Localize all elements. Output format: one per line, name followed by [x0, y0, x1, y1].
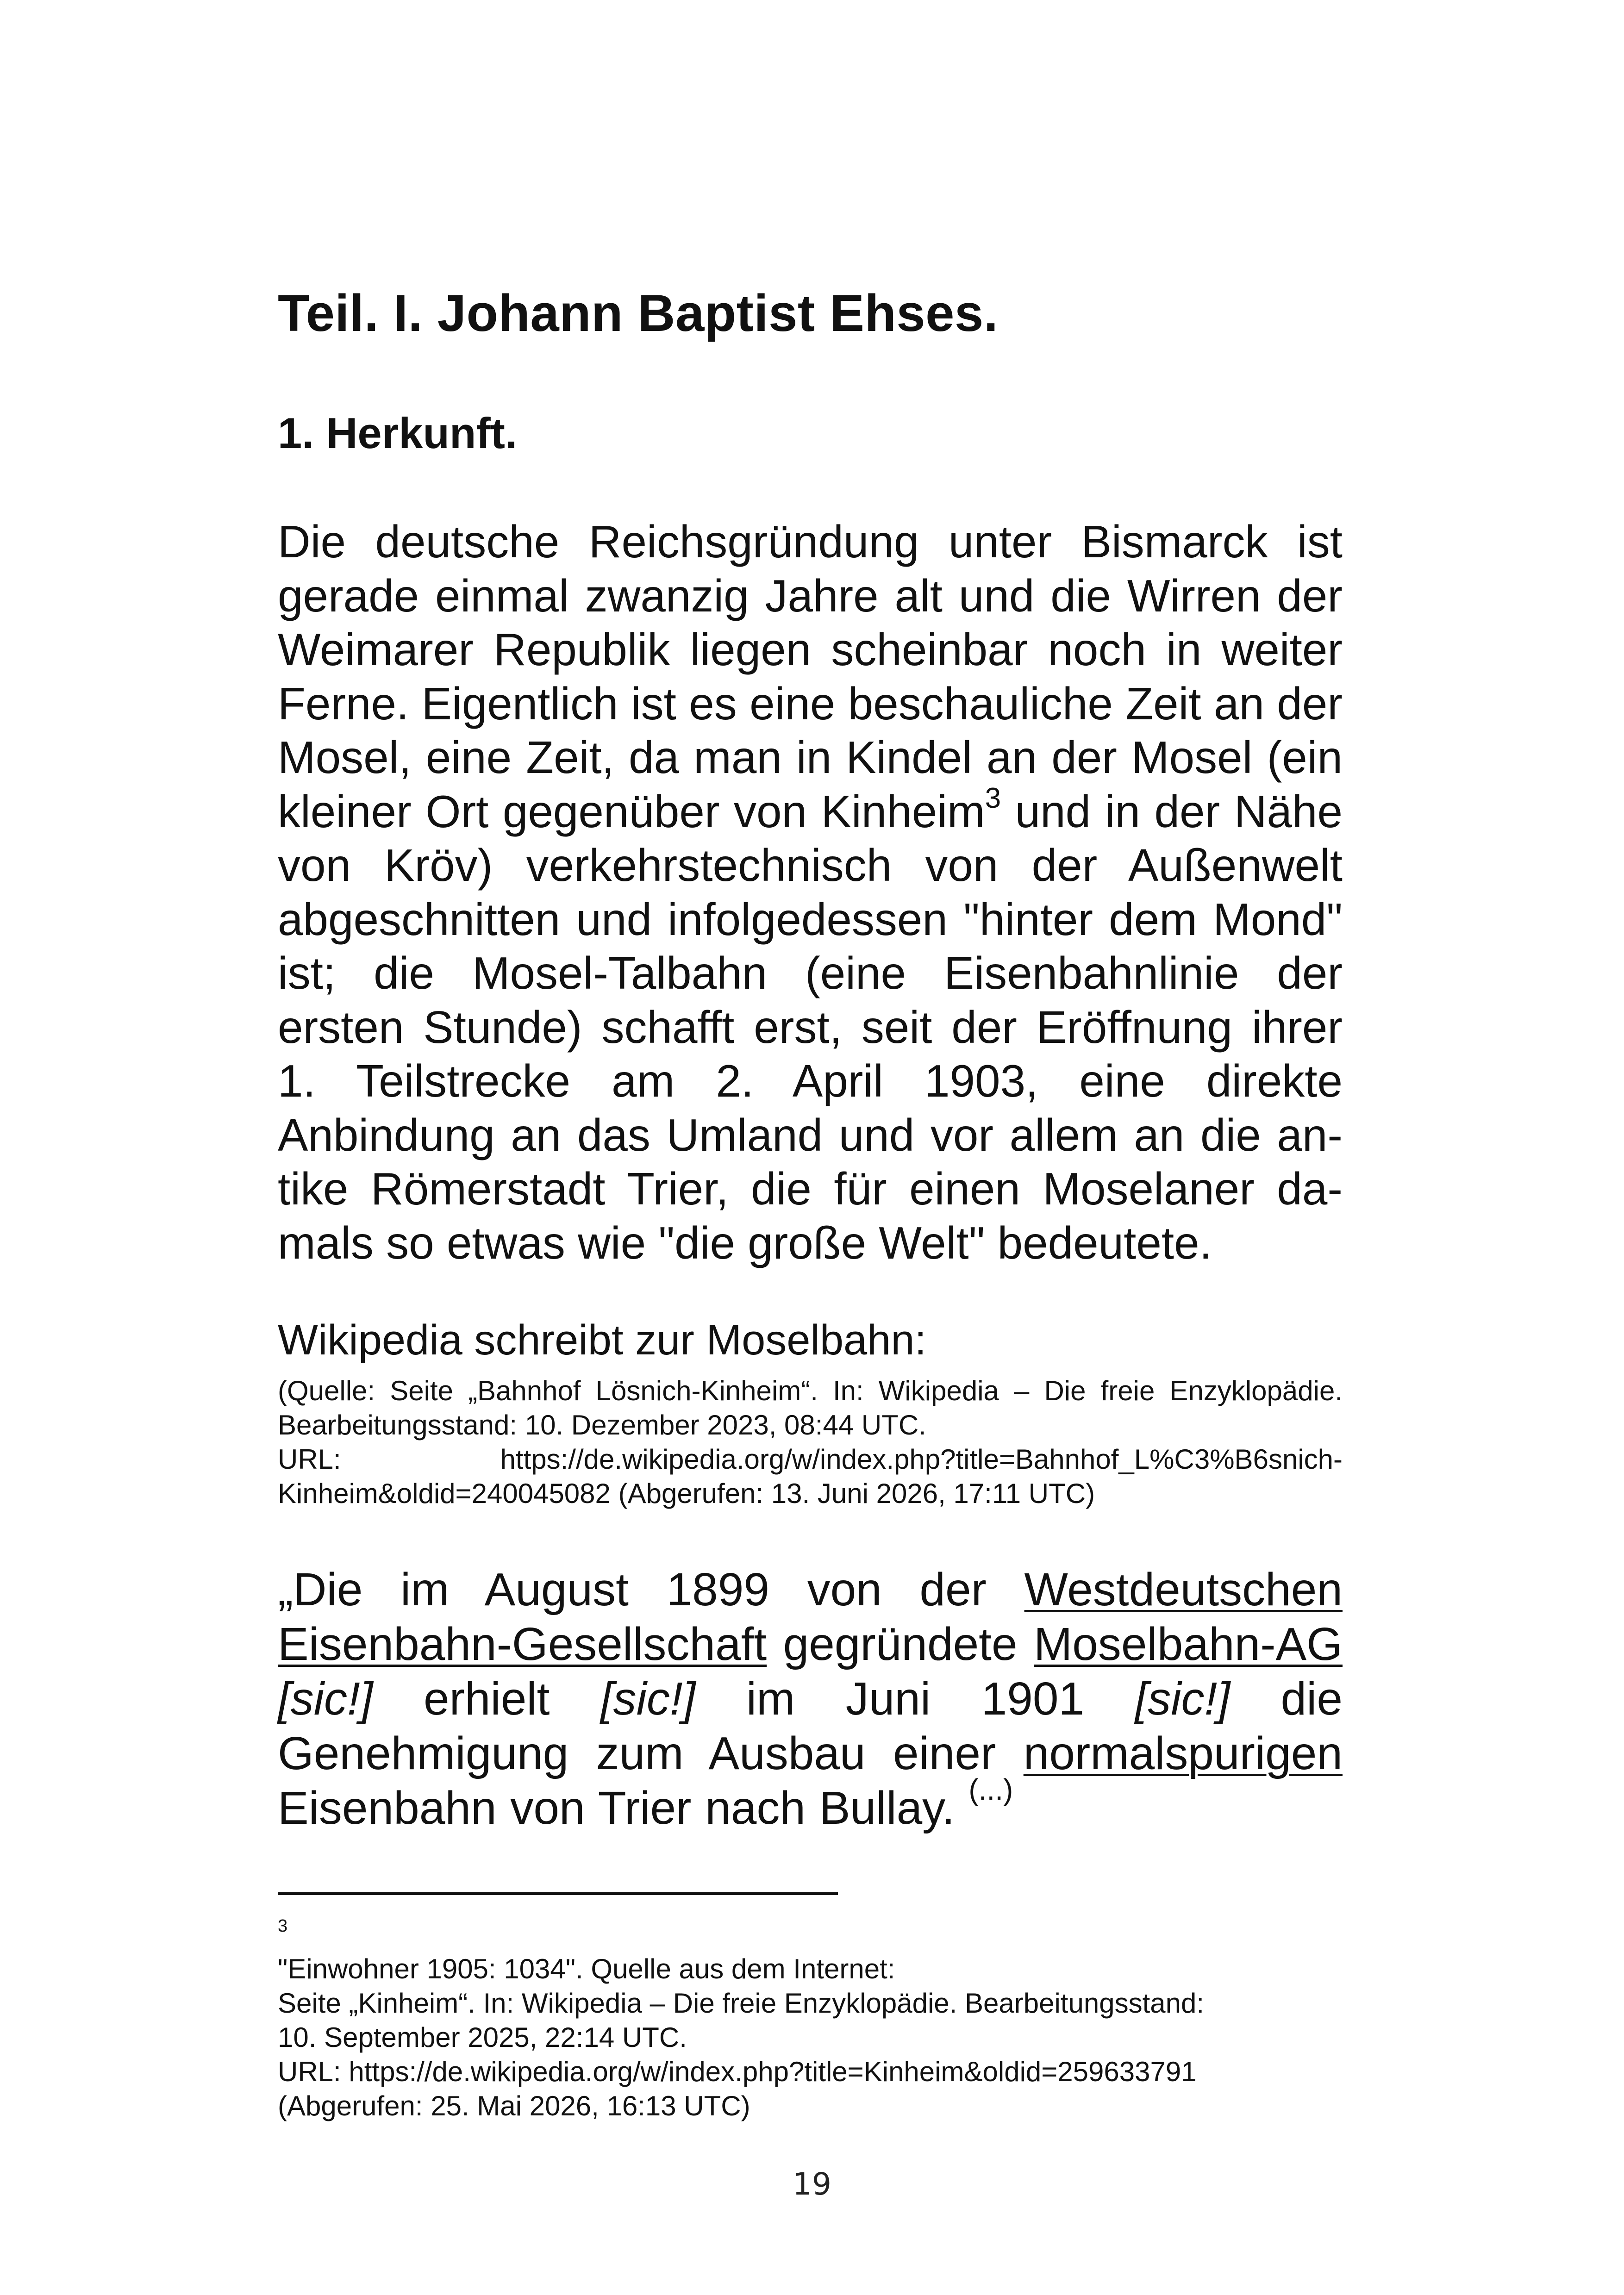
footnote [278, 1912, 1343, 2123]
quote-text: im Juni 1901 [695, 1673, 1135, 1725]
section-title: 1. Herkunft. [278, 409, 518, 457]
wikipedia-quote [278, 1562, 1343, 1835]
source-citation-line: (Quelle: Seite „Bahnhof Lösnich-Kinheim“. In: Wikipedia – Die freie Enzyklopädie. Bearbeitungsstand: 10. Dezember 2023, 08:44 UTC. [278, 1375, 1343, 1441]
source-citation [278, 1374, 1343, 1511]
body-text-part2: und in der Nähe von Kröv) verkehrstechnisch von der Außenwelt abgeschnitten und infolgedessen "hinter dem Mond" ist; die Mosel-Talbahn (eine Eisenbahnlinie der ersten Stunde) schafft erst, seit der Eröffnung ihrer 1. Teilstrecke am 2. April 1903, eine direkte Anbindung an das Umland und vor allem an die antike Römerstadt Trier, die für einen Moselaner damals so etwas wie "die große Welt" bedeutete. [278, 786, 1343, 1268]
body-text-part1: Die deutsche Reichsgründung unter Bismarck ist gerade einmal zwanzig Jahre alt und die Wirren der Weimarer Republik liegen scheinbar noch in weiter Ferne. Eigentlich ist es eine beschauliche Zeit an der Mosel, eine Zeit, da man in Kindel an der Mosel (ein kleiner Ort gegenüber von Kinheim [278, 516, 1343, 837]
footnote-text: "Einwohner 1905: 1034". Quelle aus dem Internet: [278, 1953, 895, 1984]
quote-text: „Die im August 1899 von der [278, 1564, 1024, 1615]
footnote-line: Seite „Kinheim“. In: Wikipedia – Die freie Enzyklopädie. Bearbeitungsstand: [278, 1988, 1205, 2019]
page-number: 19 [793, 2166, 831, 2202]
link-normalspurigen[interactable]: normalspurigen [1023, 1727, 1343, 1779]
quote-text: erhielt [373, 1673, 600, 1725]
source-citation-url: URL: https://de.wikipedia.org/w/index.php?title=Bahnhof_L%C3%B6snich-Kinheim&oldid=240045082 (Abgerufen: 13. Juni 2026, 17:11 UTC) [278, 1444, 1343, 1509]
body-paragraph [278, 515, 1343, 1270]
quote-text: Eisenbahn von Trier nach Bullay. [278, 1782, 969, 1834]
footnote-url: URL: https://de.wikipedia.org/w/index.php?title=Kinheim&oldid=259633791 [278, 2056, 1197, 2087]
quote-text: gegründete [767, 1618, 1034, 1670]
footnote-separator [278, 1892, 838, 1895]
wikipedia-heading: Wikipedia schreibt zur Moselbahn: [278, 1316, 927, 1364]
footnote-number: 3 [278, 1916, 288, 1936]
footnote-line [278, 1912, 1343, 1986]
sic-marker: [sic!] [600, 1673, 696, 1725]
quote-text: die Genehmigung zum Ausbau einer [278, 1673, 1343, 1779]
footnote-reference[interactable]: 3 [985, 782, 1001, 814]
footnote-line: 10. September 2025, 22:14 UTC. [278, 2022, 687, 2053]
sic-marker: [sic!] [1135, 1673, 1230, 1725]
link-moselbahn-ag[interactable]: Moselbahn-AG [1034, 1618, 1343, 1670]
sic-marker: [sic!] [278, 1673, 373, 1725]
chapter-title: Teil. I. Johann Baptist Ehses. [278, 284, 999, 342]
link-westdeutsche-eisenbahn-gesellschaft[interactable]: Westdeutschen Eisenbahn-Gesellschaft [278, 1564, 1343, 1670]
ellipsis-marker: (...) [968, 1772, 1013, 1806]
footnote-line: (Abgerufen: 25. Mai 2026, 16:13 UTC) [278, 2090, 750, 2121]
